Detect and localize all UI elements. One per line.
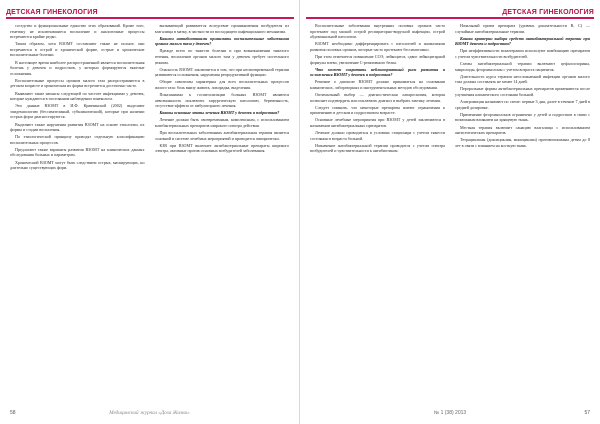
paragraph: Тетрациклины (доксициклин, миноциклин) противопоказаны детям до 8 лет в связи с влиянием на костную ткань. [455, 137, 590, 148]
paragraph: Азитромицин назначают по схеме: первые 3 дня, далее в течение 7 дней в средней дозировке. [455, 99, 590, 110]
paragraph: ВЗОМТ необходимо дифференцировать с патологией и аномалиями развития половых органов, которые часто протекают бессимптомно. [310, 41, 445, 52]
section-subheading: Что может сократить неблагоприятный риск развития и осложнения ВЗОМТ у девочек и подростков? [310, 66, 445, 78]
issue-number: № 1 (38) 2013 [433, 410, 467, 416]
paragraph: При неэффективности монотерапии используют комбинацию препаратов с учетом чувствительности возбудителей. [455, 48, 590, 59]
right-page [300, 0, 600, 424]
section-subheading: Какими антибиотиками принимать воспалительные заболевания органов малого таза у девочек? [154, 35, 289, 47]
paragraph: Хронический ВЗОМТ могут быть следствием острых, маскирующих, но длительно существующих форм. [10, 159, 145, 171]
paragraph: По этиологической принципу проводят отдельную классификацию воспалительных процессов. [10, 134, 145, 145]
paragraph: При воспалительных заболеваниях антибактериальная терапия является основной в системе лечебных мероприятий и проводится эмпирически. [154, 130, 289, 141]
left-col-2 [155, 23, 290, 402]
paragraph: Основные лечебные мероприятия при ВЗОМТ у детей заключаются в назначении антибактериальных препаратов. [310, 117, 445, 128]
paragraph: Общие симптомы характерны для всех воспалительных процессов малого таза: боль внизу живота, лихорадка, выделения. [154, 79, 289, 90]
section-subheading: Каковы основные этапы лечения ВЗОМТ у девочек и подростков? [159, 110, 280, 116]
right-col-1 [310, 23, 445, 402]
paragraph: КЗВ при ВЗОМТ включает антибактериальные препараты широкого спектра, активные против основных возбудителей заболевания. [154, 142, 289, 154]
paragraph: Показаниями к госпитализации больных ВЗОМТ являются невозможность исключить хирургическую патологию, беременность, отсутствие эффекта от амбулаторного лечения. [154, 92, 289, 109]
right-col-2 [455, 23, 590, 402]
paragraph: Схемы антибактериальной терапии включают цефалоспорины, макролиды, фторхинолоны с учетом возраста пациенток. [455, 61, 590, 72]
paragraph: Местная терапия включает санацию влагалища с использованием антисептических препаратов. [455, 124, 590, 136]
paragraph: Пероральные формы антибактериальных препаратов применяются после улучшения клинического состояния больной. [455, 86, 590, 98]
right-page-columns [310, 23, 590, 402]
paragraph: Лечение должно проводиться в условиях стационара с учетом тяжести состояния и возраста больной. [310, 130, 445, 141]
paragraph: Воспалительные процессы органов малого таза распространяются в детском возрасте и хроническая их форма встречается достаточно часто. [10, 77, 145, 89]
paragraph: Эти данные ВЗОМТ в И.Ф. Кравчинской (2002) выделяют эпидемиологию (бессимптомный, субклинический), которые при наличии острых форм диагностируются. [10, 103, 145, 120]
paragraph: Опасность ВЗОМТ заключается в том, что при несвоевременной терапии развиваются осложнения, нарушения репродуктивной функции. [154, 66, 289, 78]
paragraph: При этом отмечается повышение СОЭ, лейкоцитоз, сдвиг лейкоцитарной формулы влево, увеличение С-реактивного белка. [310, 53, 445, 65]
paragraph: соседство и функциональные единство этих образований. Кроме того, генетику не исключавшиеся воспаление и аналогичные процессы встречаются крайне редко. [10, 23, 145, 40]
page-number-left: 58 [10, 410, 16, 416]
paragraph: Применение фторхинолонов ограничено у детей и подростков в связи с возможным влиянием на хрящевую ткань. [455, 111, 590, 123]
page-number-right: 57 [584, 410, 590, 416]
paragraph: Начальный прием препарата (уровень доказательности В, С) — случайные антибактериальные терапии. [455, 23, 590, 34]
journal-name: Медицинский журнал «Доза Жизни» [109, 410, 190, 416]
running-header-right: ДЕТСКАЯ ГИНЕКОЛОГИЯ [502, 9, 594, 16]
paragraph: Решение о диагнозе ВЗОМТ должно приниматься на основании клинических, лабораторных и инструментальных методов обследования. [310, 79, 445, 90]
paragraph: Назначение антибактериальной терапии проводится с учетом спектра возбудителей и чувствительности к антибиотикам. [310, 142, 445, 154]
header-rule-right [306, 17, 594, 19]
header-rule-left [6, 17, 294, 19]
running-header-left: ДЕТСКАЯ ГИНЕКОЛОГИЯ [6, 9, 98, 16]
left-page-columns [10, 23, 289, 402]
paragraph: вызывающий развивается вследствие проникновения возбудителя из влагалища в матку, в частности из восходящего инфекционного механизма. [154, 23, 289, 34]
left-col-1 [10, 23, 145, 402]
paragraph: Воспалительные заболевания внутренних половых органов часто протекают под маской острой респираторно-вирусной инфекции, острой абдоминальной патологии. [310, 23, 445, 40]
paragraph: В настоящее время наиболее распространенной является воспалительная болезнь у девочек и подростков, у которых формируются тяжелые осложнения. [10, 59, 145, 76]
left-footer [0, 408, 299, 418]
paragraph: Выявляют такие нюансы следующей по частоте инфекциями у девочек, которые нуждаются в постоянном наблюдении гинеколога. [10, 90, 145, 102]
paragraph: Следует помнить, что некоторые препараты имеют ограничения к применению в детском и подростковом возрасте. [310, 104, 445, 116]
paragraph: Предлагают также варианты развития ВЗОМТ на клинических данных обследования больных и параметрам. [10, 146, 145, 158]
section-subheading: Какова критерии выбора средств антибактериальной терапии при ВЗОМТ девочек и подростков? [455, 35, 590, 47]
paragraph: Прежде всего по тяжести болезни и при возникновении тяжелого течения, воспаление органов малого таза у девочек требует постельного режима. [154, 48, 289, 65]
paragraph: Оптимальный выбор — диагностическая лапароскопия, которая позволяет подтвердить или исключить диагноз и выбрать тактику лечения. [310, 92, 445, 103]
paragraph: Длительность курса терапии неосложненной инфекции органов малого таза должна составлять не менее 14 дней. [455, 73, 590, 85]
paragraph: Лечение должно быть своевременным, комплексным, с использованием антибактериальных препаратов широкого спектра действия. [154, 117, 289, 128]
paragraph: Выделяют также нарушения развития ВЗОМТ на основе этиологии, их формы и стадии воспаления. [10, 121, 145, 133]
right-footer [300, 408, 600, 418]
paragraph: Таким образом, хотя ВЗОМТ составляют также не полное, они встречаются в острой и хронической форме, острые и хронические воспалительные болезни. [10, 41, 145, 58]
